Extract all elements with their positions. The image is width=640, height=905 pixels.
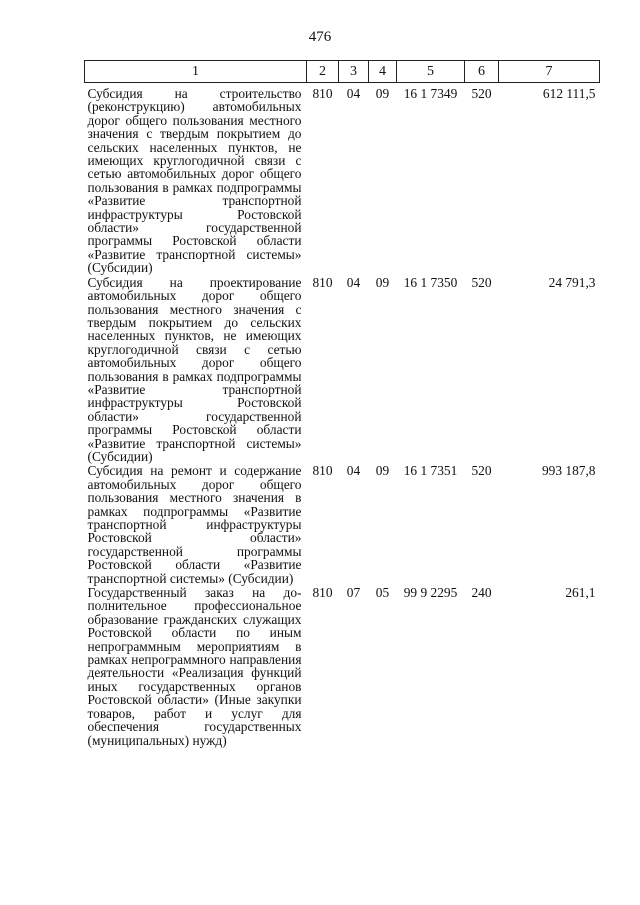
row-ministry-code: 810 [312, 86, 333, 101]
row-subsection-code: 09 [375, 463, 390, 479]
row-amount: 261,1 [565, 585, 596, 601]
row-section-code: 04 [346, 463, 361, 479]
header-col-2: 2 [307, 61, 339, 83]
header-col-7: 7 [499, 61, 600, 83]
budget-table [84, 60, 600, 747]
row-target-article: 16 1 7349 [403, 86, 458, 101]
row-target-article: 99 9 2295 [403, 585, 458, 601]
row-expense-type: 520 [471, 86, 492, 101]
row-amount: 612 111,5 [542, 86, 596, 101]
row-expense-type: 240 [471, 585, 492, 601]
row-ministry-code: 810 [312, 463, 333, 479]
header-col-1: 1 [85, 61, 307, 83]
table-row [85, 86, 600, 275]
table-row [85, 275, 600, 464]
row-expense-type: 520 [471, 274, 492, 290]
row-expense-type: 520 [471, 463, 492, 479]
header-col-5: 5 [397, 61, 465, 83]
row-amount: 24 791,3 [548, 274, 596, 290]
row-description: Государственный заказ на дополнительное профессиональное образование гражданских служащих Ростовской области по иным непрограммным мероприятиям в рамках непрограммного направления деятельности «Реализация функций иных государственных органов Ростовской области» (Иные закупки товаров, работ и услуг для обеспечения государственных (муниципальных) нужд) [87, 585, 302, 748]
row-subsection-code: 09 [375, 274, 390, 290]
header-col-4: 4 [369, 61, 397, 83]
row-section-code: 04 [346, 86, 361, 101]
page-number: 476 [308, 29, 332, 45]
row-ministry-code: 810 [312, 274, 333, 290]
row-subsection-code: 09 [375, 86, 390, 101]
row-description: Субсидия на ремонт и содержание автомобильных дорог общего пользования местного значения в рамках подпрограммы «Развитие транспортной инфраструктуры Ростовской области» государственной программы Ростовской области «Развитие транспортной системы» (Субсидии) [87, 463, 302, 586]
table-row [85, 463, 600, 585]
header-row [85, 61, 600, 83]
header-col-3: 3 [339, 61, 369, 83]
row-target-article: 16 1 7350 [403, 274, 458, 290]
table-row [85, 585, 600, 747]
row-target-article: 16 1 7351 [403, 463, 458, 479]
header-col-6: 6 [465, 61, 499, 83]
row-section-code: 07 [346, 585, 361, 601]
table-body [85, 83, 600, 747]
row-section-code: 04 [346, 274, 361, 290]
row-description: Субсидия на строительство (реконструкцию) автомобильных дорог общего пользования местного значения с твердым покрытием до сельских населенных пунктов, не имеющих круглогодичной связи с сетью автомобильных дорог общего пользования в рамках подпрограммы «Развитие транспортной инфраструктуры Ростовской области» государственной программы Ростовской области «Развитие транспортной системы» (Субсидии) [87, 86, 302, 276]
row-ministry-code: 810 [312, 585, 333, 601]
row-subsection-code: 05 [375, 585, 390, 601]
table-header [85, 61, 600, 83]
row-description: Субсидия на проектирование автомобильных дорог общего пользования местного значения с твердым покрытием до сельских населенных пунктов, не имеющих круглогодичной связи с сетью автомобильных дорог общего пользования в рамках подпрограммы «Развитие транспортной инфраструктуры Ростовской области» государственной программы Ростовской области «Развитие транспортной системы» (Субсидии) [87, 274, 302, 464]
row-amount: 993 187,8 [541, 463, 596, 479]
